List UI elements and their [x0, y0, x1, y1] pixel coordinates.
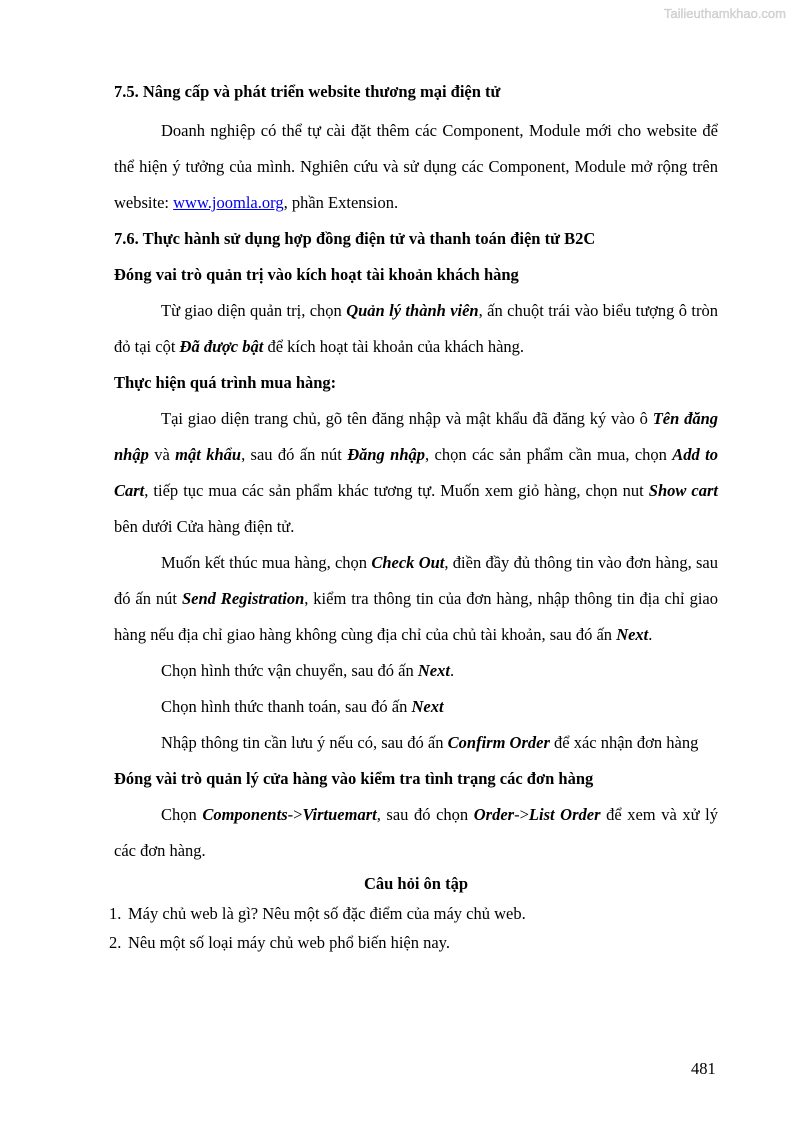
paragraph-confirm-order: Nhập thông tin cần lưu ý nếu có, sau đó ấn Confirm Order để xác nhận đơn hàng	[161, 733, 699, 752]
paragraph-login-add-cart: Tại giao diện trang chủ, gõ tên đăng nhập và mật khẩu đã đăng ký vào ô Tên đăng nhập và mật khẩu, sau đó ấn nút Đăng nhập, chọn các sản phẩm cần mua, chọn Add to Cart, tiếp tục mua các sản phẩm khác tương tự. Muốn xem giỏ hàng, chọn nut Show cart bên dưới Cửa hàng điện tử.	[114, 409, 719, 536]
section-7-6-heading: 7.6. Thực hành sử dụng hợp đồng điện tử và thanh toán điện tử B2C	[114, 229, 596, 248]
paragraph-list-order: Chọn Components->Virtuemart, sau đó chọn Order->List Order để xem và xử lý các đơn hàng.	[114, 805, 718, 860]
joomla-link[interactable]: www.joomla.org	[173, 193, 284, 212]
document-page	[109, 74, 719, 957]
page-number: 481	[691, 1059, 716, 1078]
subheading-store-manager: Đóng vài trò quản lý cửa hàng vào kiểm tra tình trạng các đơn hàng	[114, 769, 594, 788]
list-item: 2. Nêu một số loại máy chủ web phổ biến hiện nay.	[109, 933, 450, 952]
section-7-5-heading: 7.5. Nâng cấp và phát triển website thương mại điện tử	[114, 82, 501, 101]
subheading-purchase: Thực hiện quá trình mua hàng:	[114, 373, 337, 392]
paragraph-shipping: Chọn hình thức vận chuyển, sau đó ấn Next.	[161, 661, 455, 680]
paragraph-checkout: Muốn kết thúc mua hàng, chọn Check Out, điền đầy đủ thông tin vào đơn hàng, sau đó ấn nút Send Registration, kiểm tra thông tin của đơn hàng, nhập thông tin địa chỉ giao hàng nếu địa chỉ giao hàng không cùng địa chỉ của chủ tài khoản, sau đó ấn Next.	[114, 553, 718, 644]
section-7-5-paragraph: Doanh nghiệp có thể tự cài đặt thêm các Component, Module mới cho website để thể hiện ý tưởng của mình. Nghiên cứu và sử dụng các Component, Module mở rộng trên website: www.joomla.org, phần Extension.	[114, 121, 718, 212]
review-questions	[109, 899, 718, 957]
watermark: Tailieuthamkhao.com	[663, 6, 786, 21]
review-title: Câu hỏi ôn tập	[363, 874, 469, 893]
paragraph-admin-activate: Từ giao diện quản trị, chọn Quản lý thành viên, ấn chuột trái vào biểu tượng ô tròn đỏ tại cột Đã được bật để kích hoạt tài khoản của khách hàng.	[114, 301, 719, 356]
subheading-admin-activate: Đóng vai trò quản trị vào kích hoạt tài khoản khách hàng	[114, 265, 519, 284]
list-item: 1. Máy chủ web là gì? Nêu một số đặc điểm của máy chủ web.	[109, 904, 526, 923]
paragraph-payment: Chọn hình thức thanh toán, sau đó ấn Next	[161, 697, 444, 716]
